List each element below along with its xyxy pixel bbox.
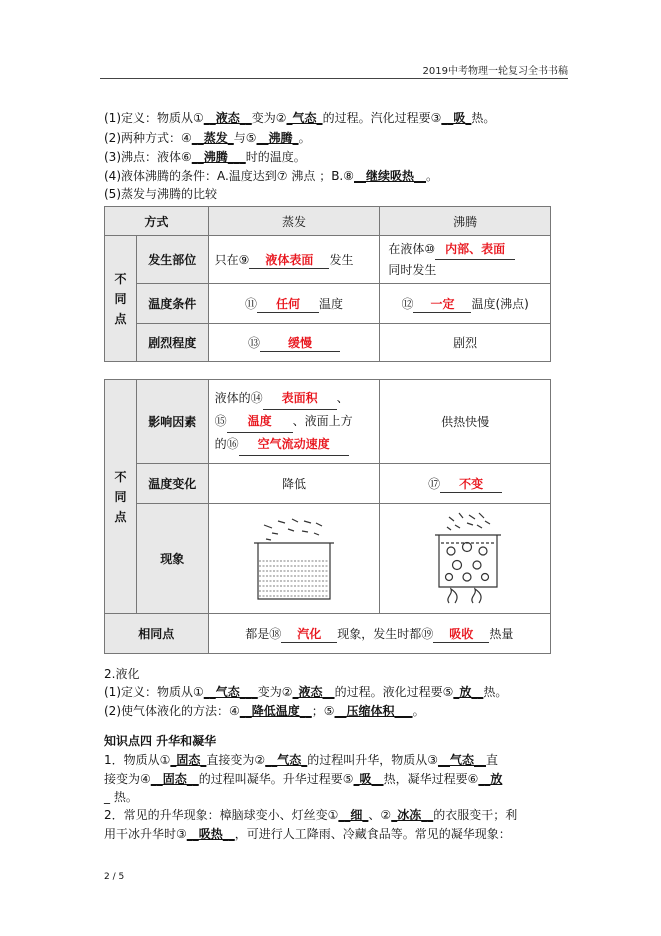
header-divider — [100, 78, 568, 79]
section-title-sublimation: 知识点四 升华和凝华 — [104, 734, 217, 748]
table-head-evaporation: 蒸发 — [208, 207, 380, 236]
boiling-point-line: (3)沸点：液体⑥__沸腾___时的温度。 — [104, 150, 306, 164]
liquefaction-title: 2.液化 — [104, 667, 140, 681]
page-number: 2 / 5 — [104, 872, 125, 882]
row-label-location: 发生部位 — [136, 236, 208, 284]
comparison-table-bottom — [104, 379, 551, 654]
cell-evap-intensity: ⑬ 缓慢 — [208, 324, 380, 362]
cell-evap-temp-change: 降低 — [208, 464, 380, 504]
row-label-phenomenon: 现象 — [136, 504, 208, 614]
sublimation-examples-2: 用干冰升华时③__吸热__，可进行人工降雨、冷藏食品等。常见的凝华现象： — [104, 827, 511, 841]
cell-boil-intensity: 剧烈 — [380, 324, 551, 362]
page-header: 2019中考物理一轮复习全书书稿 — [422, 66, 568, 77]
cell-evap-location: 只在⑨ 液体表面 发生 — [208, 236, 380, 284]
row-label-temperature: 温度条件 — [136, 284, 208, 324]
liquefaction-definition: (1)定义：物质从①__气态___变为②_液态__的过程。液化过程要⑤_放__热。 — [104, 685, 508, 699]
comparison-table-top — [104, 206, 551, 362]
cell-common: 都是⑱ 汽化 现象，发生时都⑲ 吸收 热量 — [208, 614, 550, 654]
table-head-boiling: 沸腾 — [380, 207, 551, 236]
sublimation-examples-1: 2．常见的升华现象：樟脑球变小、灯丝变①__细_、②_冰冻__的衣服变干；利 — [104, 808, 518, 822]
sublimation-line-1: 1．物质从①_固态_直接变为②__气态_的过程叫升华，物质从③__气态__直 — [104, 753, 498, 767]
sublimation-line-3: _ 热。 — [104, 790, 138, 804]
sublimation-line-2: 接变为④__固态__的过程叫凝华。升华过程要⑤_吸__热，凝华过程要⑥__放 — [104, 772, 503, 786]
group-label-difference-2: 不同点 — [105, 380, 137, 614]
row-label-factors: 影响因素 — [136, 380, 208, 464]
cell-boil-factors: 供热快慢 — [380, 380, 551, 464]
cell-boil-temp-change: ⑰ 不变 — [380, 464, 551, 504]
table-head-method: 方式 — [105, 207, 209, 236]
group-label-difference: 不同点 — [105, 236, 137, 362]
methods-line: (2)两种方式：④__蒸发_与⑤__沸腾_。 — [104, 131, 311, 145]
definition-line: (1)定义：物质从①__液态__变为②_气态_的过程。汽化过程要③__吸_热。 — [104, 111, 496, 125]
row-label-common: 相同点 — [105, 614, 209, 654]
row-label-temp-change: 温度变化 — [136, 464, 208, 504]
row-label-intensity: 剧烈程度 — [136, 324, 208, 362]
boiling-beaker-figure — [380, 504, 551, 614]
evaporation-beaker-figure — [208, 504, 380, 614]
liquefaction-methods: (2)使气体液化的方法：④__降低温度__；⑤__压缩体积___。 — [104, 704, 425, 718]
cell-boil-location: 在液体⑩ 内部、表面 同时发生 — [380, 236, 551, 284]
boiling-condition-line: (4)液体沸腾的条件：A.温度达到⑦ 沸点 ；B.⑧__继续吸热__。 — [104, 169, 439, 183]
comparison-title: (5)蒸发与沸腾的比较 — [104, 187, 217, 201]
cell-boil-temperature: ⑫ 一定 温度(沸点) — [380, 284, 551, 324]
cell-evap-temperature: ⑪ 任何 温度 — [208, 284, 380, 324]
cell-evap-factors: 液体的⑭ 表面积 、 ⑮ 温度 、液面上方 的⑯ 空气流动速度 — [208, 380, 380, 464]
